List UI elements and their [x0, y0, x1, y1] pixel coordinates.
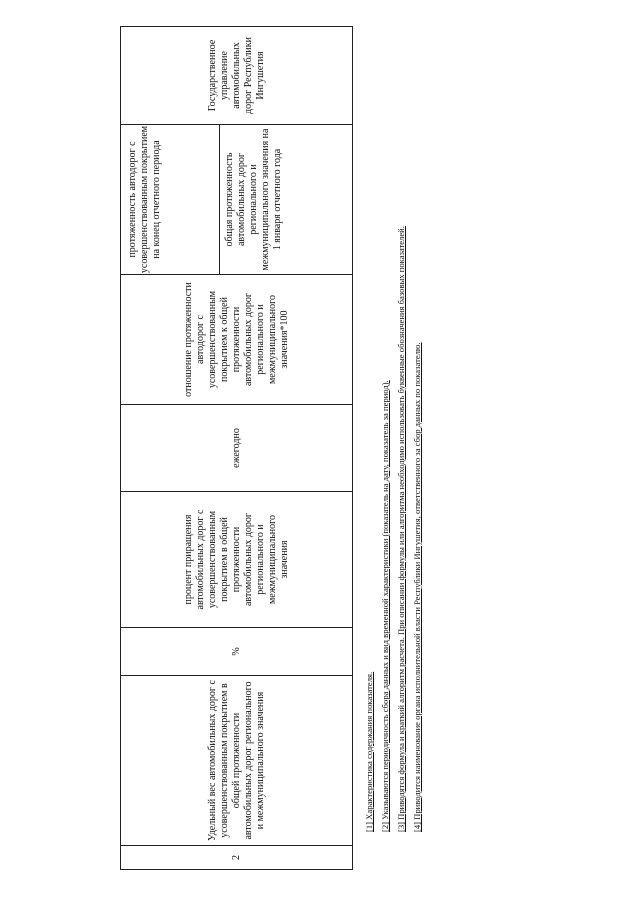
footnotes [364, 22, 428, 832]
unit-cell: % [121, 628, 353, 676]
footnote-2: [2] Указываются периодичность сбора данных и вид временной характеристики (показатель на дату, показатель за период). [380, 380, 390, 832]
base-indicator-top: протяженность автодорог с усовершенствованным покрытием на конец отчетного периода [121, 125, 220, 274]
footnote-3: [3] Приводятся формула и краткий алгоритм расчета. При описании формулы или алгоритма необходимо использовать буквенные обозначения базовых показателей. [396, 226, 406, 832]
base-indicator-bottom: общая протяженность автомобильных дорог регионального и межмуниципального значения на 1 января отчетного года [224, 128, 283, 271]
formula-cell: отношение протяженности автодорог с усовершенствованным покрытием к общей протяженности автомобильных дорог регионального и межмуниципального значения*100 [121, 275, 353, 405]
footnote-1: [1] Характеристика содержания показателя. [364, 671, 374, 832]
rotated-content [120, 25, 630, 870]
indicator-name-cell: Удельный вес автомобильных дорог с усовершенствованным покрытием в общей протяженности автомобильных дорог регионального и межмуниципального значения [121, 676, 353, 846]
characteristic-cell: процент приращения автомобильных дорог с усовершенствованным покрытием в общей протяженности автомобильных дорог регионального и межмуниципального значения [121, 492, 353, 628]
footnote-4: [4] Приводится наименование органа исполнительной власти Республики Ингушетия, ответственного за сбор данных по показателю. [412, 342, 422, 832]
row-number: 2 [121, 846, 353, 870]
table-row [121, 27, 353, 870]
periodicity-cell: ежегодно [121, 405, 353, 492]
indicator-table [120, 26, 353, 870]
base-indicators-cell [121, 125, 353, 275]
responsible-body-cell: Государственное управление автомобильных дорог Республики Ингушетия [121, 27, 353, 125]
